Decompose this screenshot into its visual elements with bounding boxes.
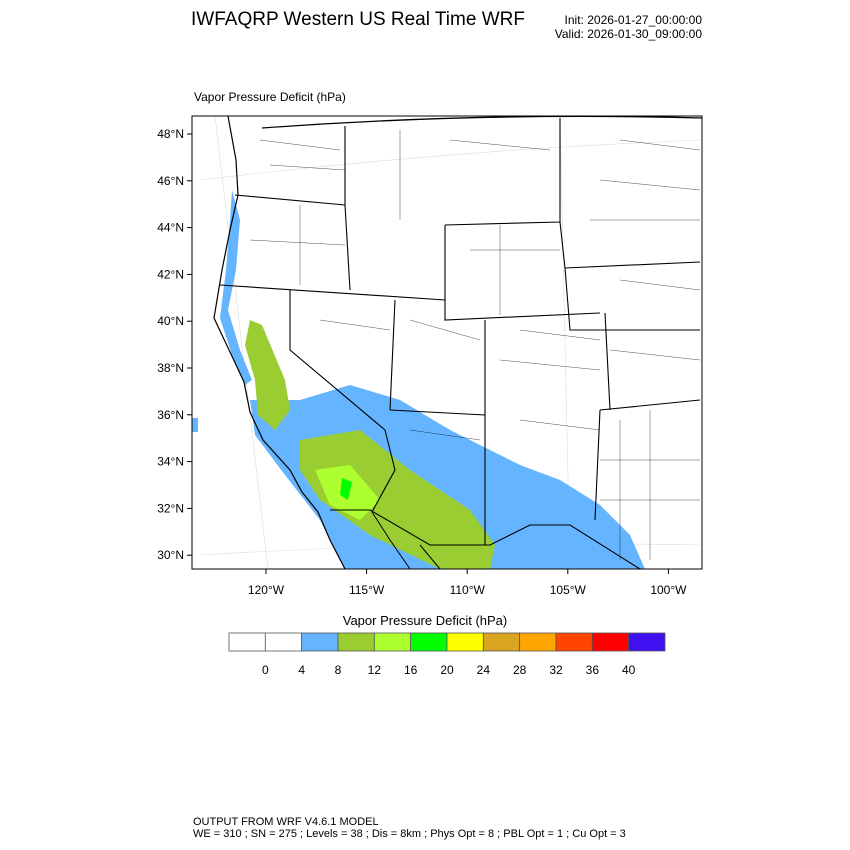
vpd-coastal-low [220, 190, 252, 385]
colorbar-swatch [629, 633, 665, 651]
lat-label: 34°N [157, 454, 184, 469]
lat-label: 44°N [157, 220, 184, 235]
lat-label: 48°N [157, 127, 184, 141]
colorbar-swatch [374, 633, 410, 651]
colorbar-label: 20 [440, 663, 454, 677]
lon-label: 120°W [247, 583, 285, 597]
vpd-valley-mid [245, 320, 290, 430]
colorbar-swatch [447, 633, 483, 651]
lat-label: 36°N [157, 407, 184, 422]
colorbar-label: 8 [334, 663, 342, 677]
canada-border [262, 116, 702, 128]
colorbar [229, 633, 665, 677]
colorbar-label: 40 [621, 663, 636, 677]
colorbar-label: 24 [476, 663, 491, 677]
colorbar-title: Vapor Pressure Deficit (hPa) [342, 613, 508, 628]
lat-label: 38°N [157, 361, 184, 375]
colorbar-swatch [302, 633, 338, 651]
vpd-offshore-low [192, 418, 198, 432]
colorbar-label: 36 [585, 663, 600, 677]
colorbar-label: 4 [298, 663, 306, 677]
lat-label: 40°N [157, 314, 184, 329]
colorbar-swatch [520, 633, 556, 651]
lat-label: 32°N [157, 501, 184, 516]
lon-label: 110°W [449, 583, 485, 597]
lon-label: 115°W [348, 583, 385, 597]
colorbar-label: 12 [367, 663, 382, 677]
colorbar-swatch [229, 633, 265, 651]
colorbar-swatch [265, 633, 301, 651]
vpd-shading [192, 190, 645, 569]
colorbar-swatch [556, 633, 592, 651]
lat-label: 42°N [157, 267, 184, 282]
lat-label: 46°N [157, 173, 184, 188]
colorbar-swatch [592, 633, 628, 651]
model-config: WE = 310 ; SN = 275 ; Levels = 38 ; Dis = 8km ; Phys Opt = 8 ; PBL Opt = 1 ; Cu Opt = 3 [193, 828, 626, 840]
colorbar-swatch [483, 633, 519, 651]
init-time: Init: 2026-01-27_00:00:00 [564, 13, 702, 27]
lat-label: 30°N [157, 548, 184, 563]
colorbar-swatch [411, 633, 447, 651]
field-title: Vapor Pressure Deficit (hPa) [194, 90, 346, 104]
colorbar-label: 32 [549, 663, 563, 677]
plot-title: IWFAQRP Western US Real Time WRF [191, 9, 525, 30]
colorbar-label: 16 [403, 663, 418, 677]
valid-time: Valid: 2026-01-30_09:00:00 [554, 27, 702, 41]
map-area [192, 116, 702, 569]
colorbar-swatch [338, 633, 374, 651]
lat-axis-labels [157, 127, 192, 562]
lon-axis-labels [248, 569, 687, 597]
colorbar-label: 0 [261, 663, 269, 677]
lon-label: 100°W [650, 583, 687, 597]
colorbar-label: 28 [512, 663, 527, 677]
lon-label: 105°W [549, 583, 586, 597]
model-info [193, 816, 626, 840]
model-version: OUTPUT FROM WRF V4.6.1 MODEL [193, 816, 379, 828]
